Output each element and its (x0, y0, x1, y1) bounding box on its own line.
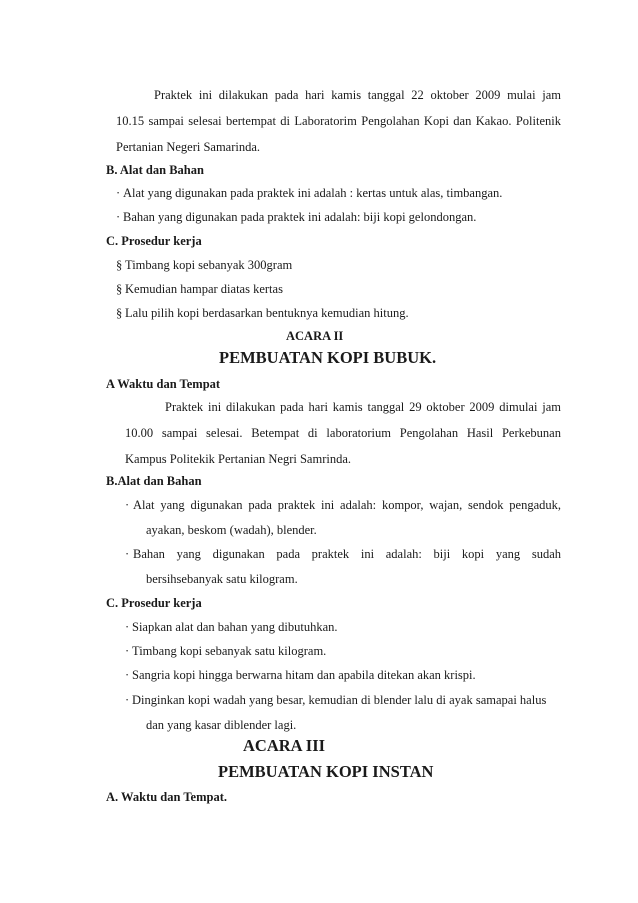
list-item (125, 619, 338, 635)
list-item-text: Bahan yang digunakan pada praktek ini adalah: biji kopi gelondongan. (123, 210, 477, 224)
bullet-icon: · (125, 498, 130, 512)
section-heading: C. Prosedur kerja (106, 234, 202, 248)
list-item (116, 305, 409, 321)
list-item-text: Timbang kopi sebanyak 300gram (125, 258, 293, 272)
list-item-text: dan yang kasar diblender lagi. (146, 718, 297, 732)
list-item (116, 209, 476, 225)
paragraph-line: 10.15 sampai selesai bertempat di Laboratorim Pengolahan Kopi dan Kakao. Politenik (116, 114, 561, 128)
chapter-subtitle: PEMBUATAN KOPI BUBUK. (219, 348, 437, 367)
list-item (125, 692, 546, 708)
list-item-text: Lalu pilih kopi berdasarkan bentuknya kemudian hitung. (125, 306, 409, 320)
list-item (125, 546, 133, 562)
list-item-text: Kemudian hampar diatas kertas (125, 282, 283, 296)
section-heading: A Waktu dan Tempat (106, 377, 221, 391)
list-item-text: Sangria kopi hingga berwarna hitam dan apabila ditekan akan krispi. (132, 668, 476, 682)
chapter-title: ACARA III (243, 736, 326, 755)
section-sign-icon: § (116, 282, 123, 296)
list-item-text: Bahan yang digunakan pada praktek ini adalah: biji kopi yang sudah (133, 547, 561, 561)
list-item (125, 497, 133, 513)
list-item-text: Alat yang digunakan pada praktek ini adalah: kompor, wajan, sendok pengaduk, (133, 498, 561, 512)
paragraph-line: 10.00 sampai selesai. Betempat di laboratorium Pengolahan Hasil Perkebunan (125, 426, 561, 440)
list-item-text: Dinginkan kopi wadah yang besar, kemudian di blender lalu di ayak samapai halus (132, 693, 547, 707)
paragraph-line: Praktek ini dilakukan pada hari kamis tanggal 29 oktober 2009 dimulai jam (165, 400, 561, 414)
bullet-icon: · (125, 693, 130, 707)
section-heading: A. Waktu dan Tempat. (106, 790, 227, 804)
bullet-icon: · (125, 644, 130, 658)
bullet-icon: · (125, 547, 130, 561)
section-sign-icon: § (116, 258, 123, 272)
section-heading: B. Alat dan Bahan (106, 163, 204, 177)
list-item-text: Timbang kopi sebanyak satu kilogram. (132, 644, 327, 658)
list-item (116, 257, 292, 273)
section-heading: C. Prosedur kerja (106, 596, 202, 610)
bullet-icon: · (116, 186, 121, 200)
bullet-icon: · (125, 620, 130, 634)
list-item-text: ayakan, beskom (wadah), blender. (146, 523, 317, 537)
chapter-title: ACARA II (286, 329, 344, 343)
section-heading: B.Alat dan Bahan (106, 474, 202, 488)
list-item-text: Siapkan alat dan bahan yang dibutuhkan. (132, 620, 338, 634)
list-item (116, 281, 283, 297)
list-item (116, 185, 502, 201)
list-item (125, 667, 476, 683)
section-sign-icon: § (116, 306, 123, 320)
paragraph-line: Praktek ini dilakukan pada hari kamis tanggal 22 oktober 2009 mulai jam (154, 88, 561, 102)
bullet-icon: · (116, 210, 121, 224)
list-item (125, 643, 326, 659)
list-item-text: Alat yang digunakan pada praktek ini adalah : kertas untuk alas, timbangan. (123, 186, 503, 200)
list-item-text: bersihsebanyak satu kilogram. (146, 572, 298, 586)
paragraph-line: Kampus Politekik Pertanian Negri Samrinda. (125, 452, 352, 466)
bullet-icon: · (125, 668, 130, 682)
chapter-subtitle: PEMBUATAN KOPI INSTAN (218, 762, 434, 781)
paragraph-line: Pertanian Negeri Samarinda. (116, 140, 261, 154)
